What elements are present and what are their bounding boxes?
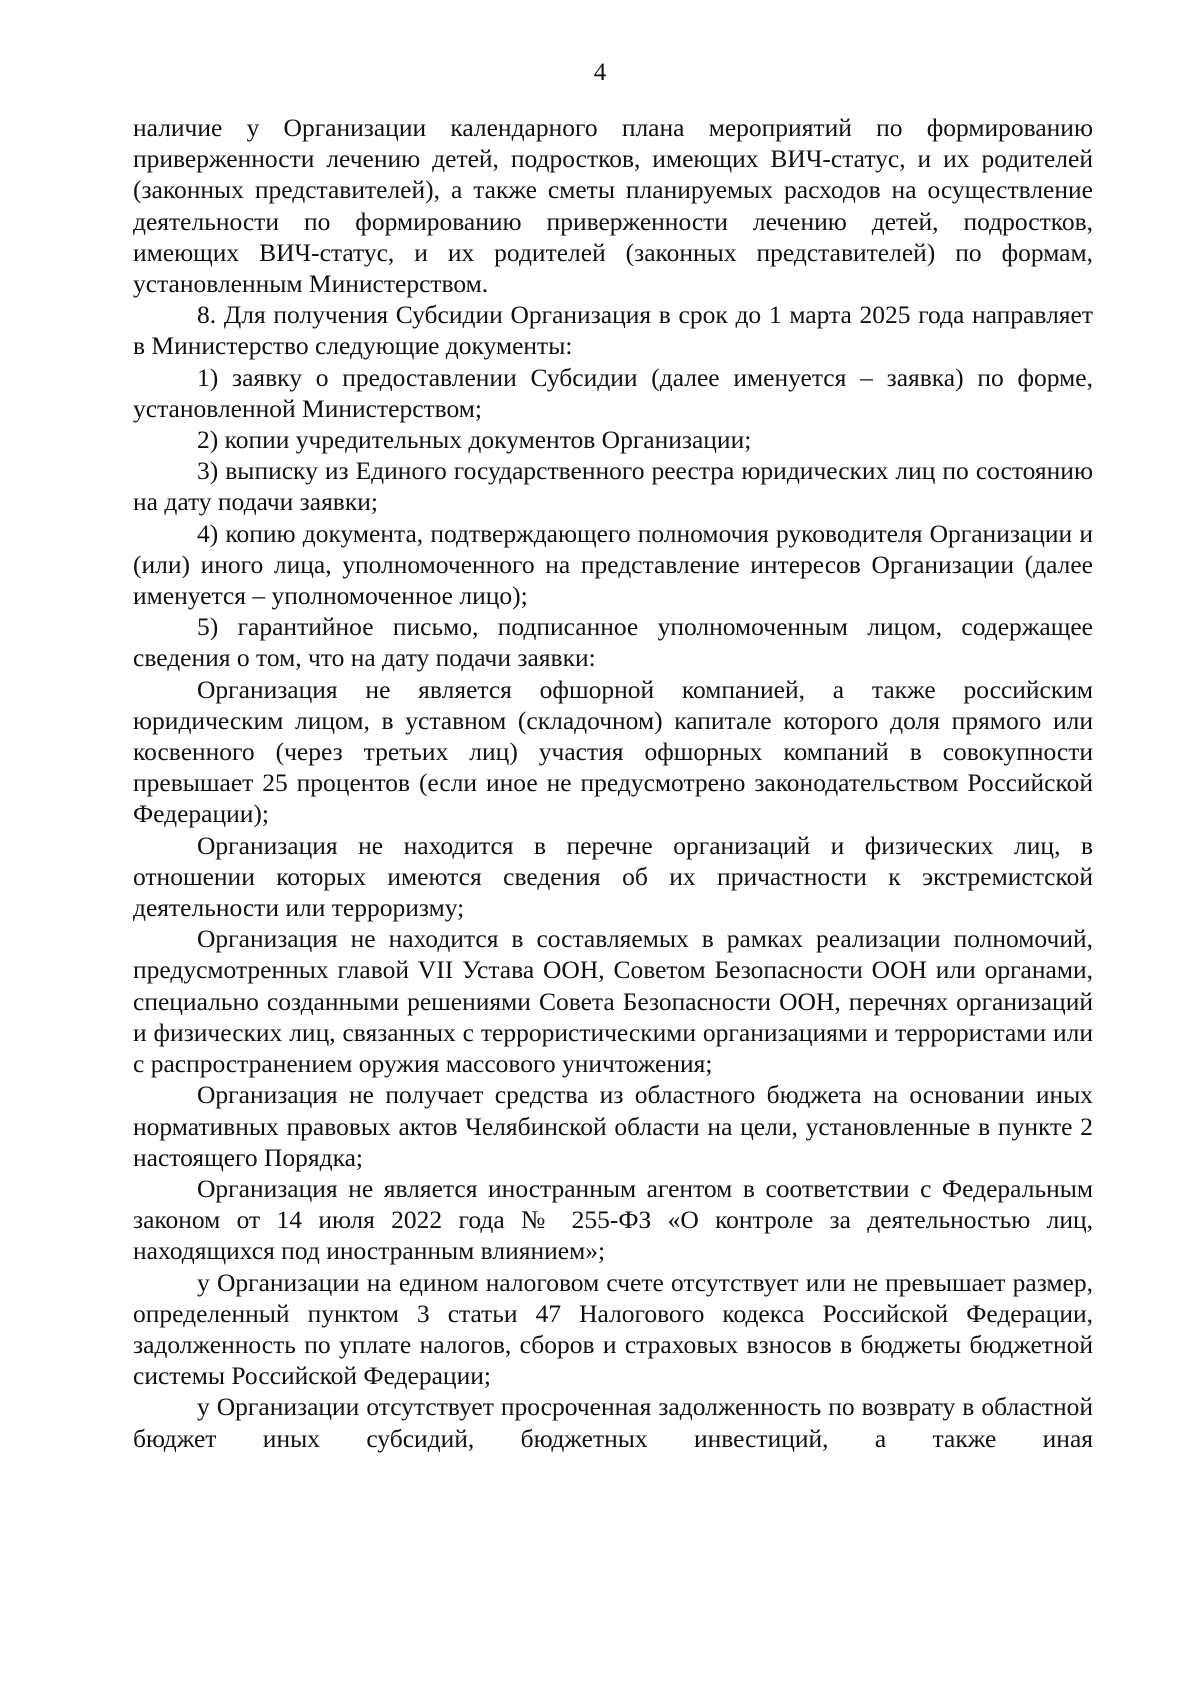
list-item-2: 2) копии учредительных документов Организации; — [197, 425, 752, 455]
paragraph-overdue-debt: у Организации отсутствует просроченная задолженность по возврату в областной бюджет иных субсидий, бюджетных инвестиций, а также иная — [133, 1392, 1093, 1453]
page-number: 4 — [593, 59, 607, 86]
paragraph-item-8: 8. Для получения Субсидии Организация в срок до 1 марта 2025 года направляет в Министерство следующие документы: — [133, 300, 1093, 361]
paragraph-regional-budget: Организация не получает средства из областного бюджета на основании иных нормативных правовых актов Челябинской области на цели, установленные в пункте 2 настоящего Порядка; — [133, 1080, 1093, 1172]
document-body — [133, 112, 1093, 1454]
list-item-3: 3) выписку из Единого государственного реестра юридических лиц по состоянию на дату подачи заявки; — [133, 456, 1093, 517]
paragraph-continuation: наличие у Организации календарного плана мероприятий по формированию приверженности лечению детей, подростков, имеющих ВИЧ-статус, и их родителей (законных представителей), а также сметы планируемых расходов на осуществление деятельности по формированию приверженности лечению детей, подростков, имеющих ВИЧ-статус, и их родителей (законных представителей) по формам, установленным Министерством. — [133, 113, 1093, 299]
paragraph-offshore: Организация не является офшорной компанией, а также российским юридическим лицом, в уставном (складочном) капитале которого доля прямого или косвенного (через третьих лиц) участия офшорных компаний в совокупности превышает 25 процентов (если иное не предусмотрено законодательством Российской Федерации); — [133, 674, 1093, 829]
list-item-5: 5) гарантийное письмо, подписанное уполномоченным лицом, содержащее сведения о том, что на дату подачи заявки: — [133, 612, 1093, 673]
paragraph-un-lists: Организация не находится в составляемых в рамках реализации полномочий, предусмотренных главой VII Устава ООН, Советом Безопасности ООН или органами, специально созданными решениями Совета Безопасности ООН, перечнях организаций и физических лиц, связанных с террористическими организациями и террористами или с распространением оружия массового уничтожения; — [133, 924, 1093, 1079]
list-item-1: 1) заявку о предоставлении Субсидии (далее именуется – заявка) по форме, установленной Министерством; — [133, 362, 1093, 423]
list-item-4: 4) копию документа, подтверждающего полномочия руководителя Организации и (или) иного лица, уполномоченного на представление интересов Организации (далее именуется – уполномоченное лицо); — [133, 518, 1093, 611]
paragraph-extremism: Организация не находится в перечне организаций и физических лиц, в отношении которых имеются сведения об их причастности к экстремистской деятельности или терроризму; — [133, 830, 1093, 923]
paragraph-tax-debt: у Организации на едином налоговом счете отсутствует или не превышает размер, определенный пунктом 3 статьи 47 Налогового кодекса Российской Федерации, задолженность по уплате налогов, сборов и страховых взносов в бюджеты бюджетной системы Российской Федерации; — [133, 1267, 1093, 1391]
paragraph-foreign-agent: Организация не является иностранным агентом в соответствии с Федеральным законом от 14 июля 2022 года № 255-ФЗ «О контроле за деятельностью лиц, находящихся под иностранным влиянием»; — [133, 1173, 1093, 1266]
